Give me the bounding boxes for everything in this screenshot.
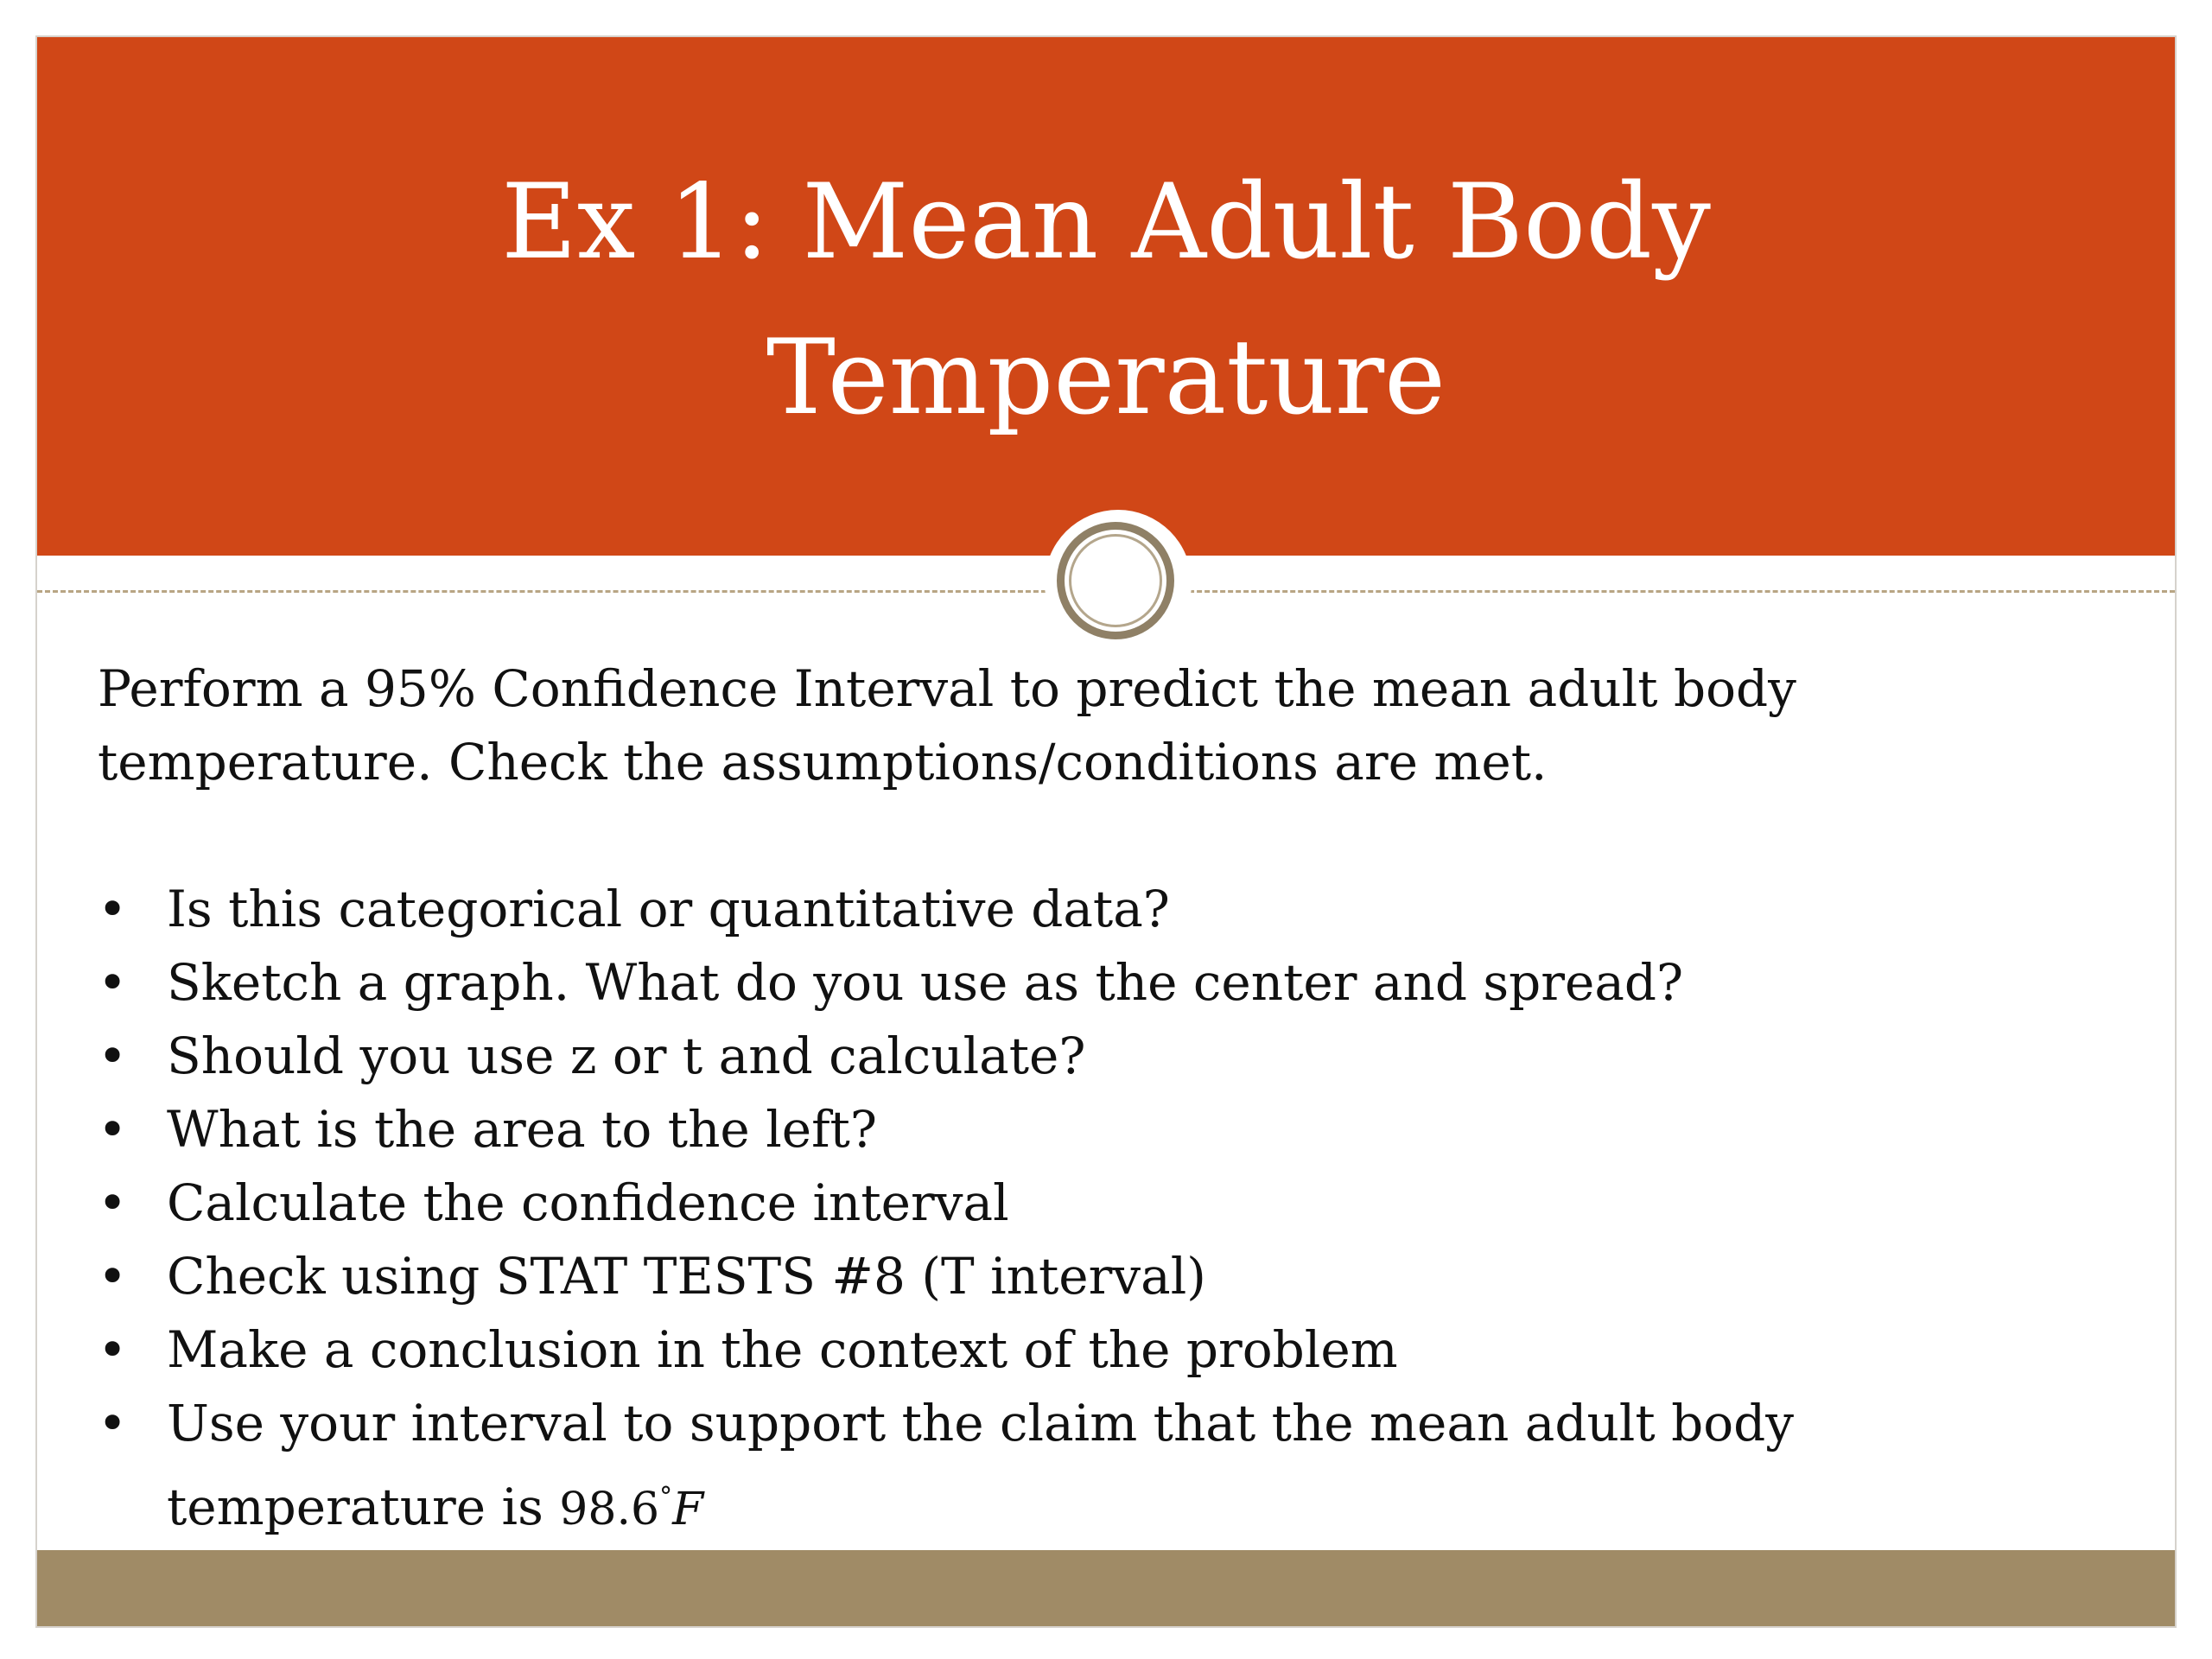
bullet-marker: • [98,953,128,1012]
temperature-value: 98.6°F [559,1482,704,1535]
bullet-marker: • [98,1394,128,1452]
title-band [37,37,2175,556]
bullet-list [98,873,2120,1547]
ring-ornament-inner [1057,522,1174,639]
bullet-item: • What is the area to the left? [98,1093,2120,1166]
bullet-item: • Check using STAT TESTS #8 (T interval) [98,1240,2120,1313]
footer-band [37,1550,2175,1626]
bullet-marker: • [98,1173,128,1232]
bullet-item: • Is this categorical or quantitative data? [98,873,2120,946]
slide [35,35,2177,1628]
bullet-marker: • [98,1027,128,1085]
slide-title: Ex 1: Mean Adult Body Temperature [501,162,1711,438]
bullet-marker: • [98,1247,128,1306]
bullet-item: • Make a conclusion in the context of the problem [98,1313,2120,1387]
bullet-marker: • [98,1100,128,1159]
bullet-item: • Calculate the confidence interval [98,1166,2120,1240]
bullet-item: • Use your interval to support the claim that the mean adult body temperature is 98.6°F [98,1387,2120,1547]
intro-paragraph: Perform a 95% Confidence Interval to predict the mean adult body temperature. Check the assumptions/conditions are met. [98,659,1796,791]
bullet-item: • Should you use z or t and calculate? [98,1020,2120,1093]
bullet-item: • Sketch a graph. What do you use as the center and spread? [98,946,2120,1020]
slide-body [98,652,2120,1547]
bullet-marker: • [98,1320,128,1379]
bullet-marker: • [98,880,128,938]
